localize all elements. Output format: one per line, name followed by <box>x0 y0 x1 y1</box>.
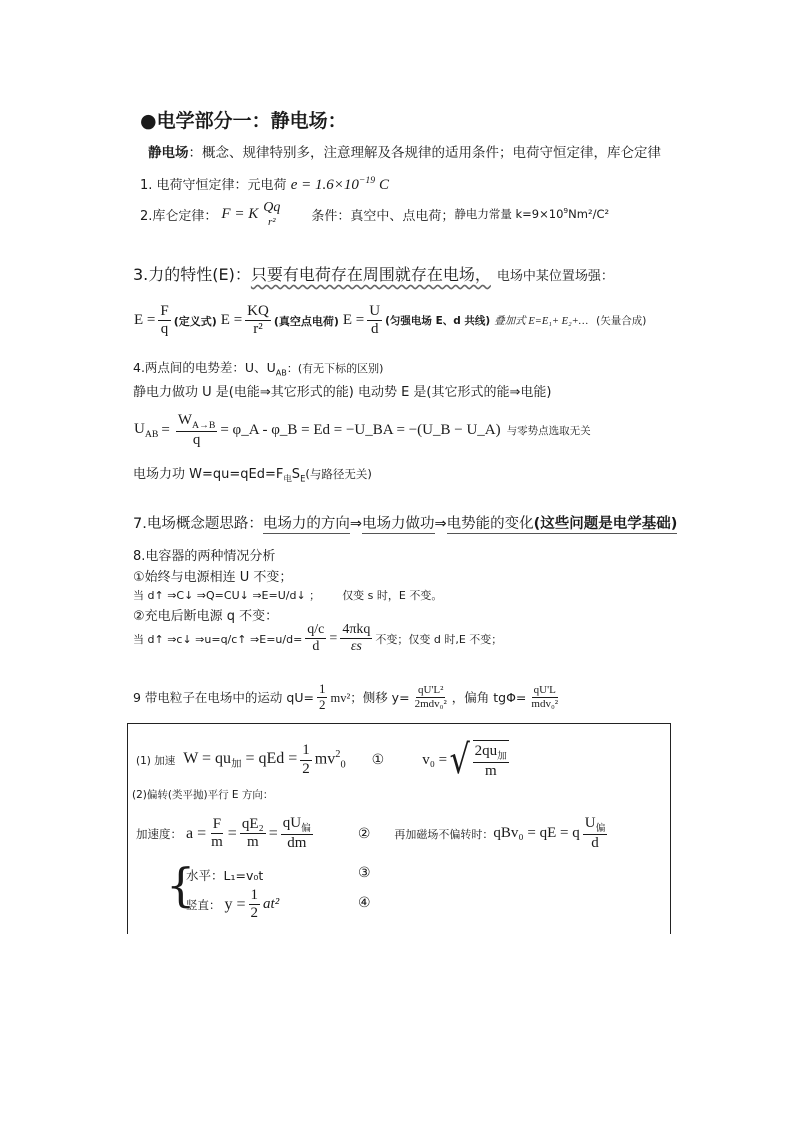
vert-eq: y = <box>224 895 246 913</box>
intro-line <box>148 141 661 161</box>
accel-half-num: 1 <box>300 742 312 760</box>
acc-u-sub: 偏 <box>301 823 311 834</box>
mag-frac <box>583 815 608 852</box>
acc-row: 加速度： a = $\frac{F}{m}$ = $\frac{\text{qE₂}}{m}$ = $\frac{qU_偏}{dm}$ ② 再加磁场不偏转时： qBv₀ = qE = q $\frac{U_偏}{d}$ <box>136 815 606 852</box>
case2-num1: q/c <box>305 622 326 639</box>
acc-q-frac <box>240 816 266 852</box>
accel-formula <box>183 750 297 770</box>
item-3 <box>133 262 614 285</box>
item-9-title: 9 带电粒子在电场中的运动 qU= <box>133 690 314 706</box>
item-3-tail: 电场中某位置场强： <box>496 269 614 284</box>
acc-u-frac <box>281 815 313 852</box>
field-e3-fraction <box>367 303 382 339</box>
v0-label: v₀ = <box>422 751 448 768</box>
item-4-sub: AB <box>275 367 287 378</box>
half-num: 1 <box>318 681 326 696</box>
item-1-formula <box>291 177 389 193</box>
motion-box <box>127 723 671 934</box>
v0-den: m <box>484 763 497 780</box>
potential-rest: = φ_A - φ_B = Ed = −U_BA = −(U_B − U_A) <box>220 422 501 439</box>
accel-mark: ① <box>371 752 385 769</box>
item-3-text: 只要有电荷存在周围就存在电场， <box>250 265 491 284</box>
w-den: q <box>192 432 201 449</box>
constant-exp: 9 <box>563 206 569 216</box>
case2-den1: d <box>312 639 320 655</box>
case2-chain: 当 d↑ ⇒c↓ ⇒u=q/c↑ ⇒E=u/d= <box>133 632 303 646</box>
field-e1: E = <box>134 312 156 329</box>
e3-note: (匀强电场 E、d 共线) <box>385 315 491 328</box>
work-note: (与路径无关) <box>305 467 372 481</box>
potential-note: 与零势点选取无关 <box>506 425 591 438</box>
work-sub: 电 <box>283 473 292 484</box>
acc-q-num: qE₂ <box>240 816 266 834</box>
item-4-note: ：(有无下标的区别) <box>286 362 384 375</box>
acc-q-den: m <box>246 834 259 851</box>
vert-row <box>186 887 279 923</box>
w-num-sub: A→B <box>192 420 216 431</box>
constant-unit: Nm²/C² <box>568 207 610 222</box>
v0-num: 2qu <box>474 743 498 759</box>
mag-den: d <box>591 835 599 852</box>
item-8-case2-line <box>133 622 502 655</box>
section-heading <box>140 106 347 133</box>
work-sub2: E <box>300 473 306 484</box>
item-4-title <box>133 358 383 378</box>
work-line <box>133 463 372 485</box>
angle-num: qU'L <box>533 684 556 697</box>
e1-num: F <box>158 303 170 321</box>
vert-label: 竖直： <box>186 897 221 912</box>
item-8-title: 8.电容器的两种情况分析 <box>133 549 276 564</box>
acc-f-num: F <box>211 816 223 834</box>
mag-eq: qBv₀ = qE = q <box>493 825 580 842</box>
accel-sub: 加 <box>231 759 242 771</box>
charge-unit: C <box>375 177 389 193</box>
item-8-case2: ②充电后断电源 q 不变： <box>133 609 279 624</box>
section-title: 电学部分一：静电场： <box>156 110 347 132</box>
e2-note: (真空点电荷) <box>273 314 339 328</box>
acc-f-den: m <box>211 834 223 851</box>
accel-eq: W = qu <box>183 750 232 768</box>
u-symbol: U <box>134 421 145 438</box>
half-den: 2 <box>318 696 326 712</box>
vert-tail: at² <box>263 896 280 913</box>
vert-frac <box>249 887 261 923</box>
item-7-title: 7.电场概念题思路： <box>133 516 263 532</box>
item-7-p3: 电势能的变化 <box>446 516 534 532</box>
item-7-p2: 电场力做功 <box>362 516 435 532</box>
case2-den2: εs <box>350 639 362 655</box>
horiz-mark: ③ <box>358 865 371 881</box>
case2-num2: 4πkq <box>340 622 372 639</box>
accel-half-den: 2 <box>302 760 310 777</box>
sqrt-icon: √ <box>449 737 471 784</box>
case1-note: 仅变 s 时，E 不变。 <box>342 589 443 602</box>
w-num: W <box>177 412 193 428</box>
coulomb-constant <box>454 206 609 222</box>
vector-note: (矢量合成) <box>596 315 647 328</box>
horiz-row <box>186 866 263 884</box>
shift-label: 侧移 y= <box>362 690 410 706</box>
v0-num-sub: 加 <box>497 751 507 762</box>
case1-chain: 当 d↑ ⇒C↓ ⇒Q=CU↓ ⇒E=U/d↓ ； <box>133 589 321 602</box>
item-4-line2: 静电力做功 U 是(电能⇒其它形式的能) 电动势 E 是(其它形式的能⇒电能) <box>133 385 552 400</box>
item-9-mv: mv²； <box>330 691 363 706</box>
case2-frac2 <box>340 622 372 655</box>
work-tail: S <box>291 467 301 482</box>
case2-note: 不变；仅变 d 时,E 不变； <box>375 632 503 646</box>
e1-den: q <box>160 321 169 338</box>
vert-mark: ④ <box>358 895 371 911</box>
shift-den: 2mdv₀² <box>414 697 447 710</box>
mag-num: U <box>584 815 596 831</box>
shift-fraction <box>413 684 449 710</box>
item-8-case1: ①始终与电源相连 U 不变； <box>133 570 293 585</box>
mag-num-sub: 偏 <box>595 823 606 834</box>
coulomb-lhs: F = K <box>221 205 259 222</box>
mag-label: 再加磁场不偏转时： <box>394 827 494 841</box>
vert-den: 2 <box>250 905 259 922</box>
item-1 <box>140 174 389 194</box>
accel-label: (1) 加速 <box>136 754 176 767</box>
item-4-text: 4.两点间的电势差：U、U <box>133 360 276 375</box>
coulomb-den: r² <box>267 216 276 229</box>
v0-fraction <box>473 740 509 780</box>
acc-u-num: qU <box>282 815 302 831</box>
accel-half <box>300 742 312 778</box>
half-fraction <box>317 682 328 713</box>
acc-u-den: dm <box>287 835 307 852</box>
charge-value: e = 1.6×10 <box>290 177 359 193</box>
e3-num: U <box>367 303 382 321</box>
item-7-tail: (这些问题是电学基础) <box>533 516 678 532</box>
acc-mark: ② <box>357 825 371 842</box>
item-1-text: 1. 电荷守恒定律：元电荷 <box>140 178 287 193</box>
acc-a: a = <box>186 824 207 842</box>
constant-text: 静电力常量 k=9×10 <box>454 207 564 222</box>
item-2 <box>140 200 609 229</box>
superpose-formula: 叠加式 E=E₁+ E₂+… <box>494 316 589 328</box>
arrow-icon: ⇒ <box>349 516 362 532</box>
item-9 <box>133 682 563 713</box>
work-fraction <box>176 412 217 449</box>
arrow-icon: ⇒ <box>434 516 447 532</box>
accel-eq2: = qEd = <box>245 750 298 768</box>
field-e1-fraction <box>158 303 170 339</box>
e2-num: KQ <box>245 303 271 321</box>
u-lhs <box>134 421 158 440</box>
coulomb-condition: 条件：真空中、点电荷； <box>311 208 455 224</box>
intro-label: 静电场 <box>148 145 189 161</box>
charge-exponent: −19 <box>358 175 376 186</box>
item-8-case1-line <box>133 587 442 603</box>
item-7 <box>133 512 677 533</box>
v0-sqrt <box>447 737 509 784</box>
e3-den: d <box>370 321 379 338</box>
case2-frac1 <box>305 622 326 655</box>
potential-formula: $U_{AB}$ = $\frac{W_{A\to B}}{q}$ = φ_A - φ_B = Ed = −U_BA = −(U_B − U_A) 与零势点选取无关 <box>134 412 591 449</box>
u-sub: AB <box>144 429 159 441</box>
bullet-icon: ● <box>140 110 157 132</box>
shift-num: qU'L² <box>417 684 444 697</box>
e1-note: (定义式) <box>173 314 217 328</box>
field-e2-fraction <box>245 303 271 339</box>
item-7-p1: 电场力的方向 <box>262 516 350 532</box>
horiz-text: 水平：L₁=v₀t <box>186 868 264 883</box>
intro-text: ：概念、规律特别多，注意理解及各规律的适用条件；电荷守恒定律，库仑定律 <box>188 145 661 161</box>
work-text: 电场力功 W=qu=qEd=F <box>133 467 284 482</box>
field-e3: E = <box>342 312 365 329</box>
deflect-label: (2)偏转(类平抛)平行 E 方向： <box>132 789 274 801</box>
acc-label: 加速度： <box>136 826 182 841</box>
item-3-title: 3.力的特性(E)： <box>133 265 251 284</box>
angle-den: mdv₀² <box>531 697 559 710</box>
field-formulas <box>134 303 646 339</box>
accel-mv: $mv^2_0$ <box>314 749 346 771</box>
accel-mv-text: mv <box>314 750 336 768</box>
coulomb-num: Qq <box>263 200 281 215</box>
angle-fraction <box>529 684 560 710</box>
coulomb-fraction <box>261 200 282 229</box>
case2-eq: = <box>329 630 338 646</box>
item-2-text: 2.库仑定律： <box>140 208 218 224</box>
field-e2: E = <box>220 312 243 329</box>
angle-label: ，偏角 tgΦ= <box>451 690 527 706</box>
accel-row <box>136 737 509 784</box>
vert-num: 1 <box>249 887 261 905</box>
e2-den: r² <box>253 321 263 338</box>
acc-f-frac <box>209 816 225 852</box>
brace-icon: { <box>166 858 196 912</box>
